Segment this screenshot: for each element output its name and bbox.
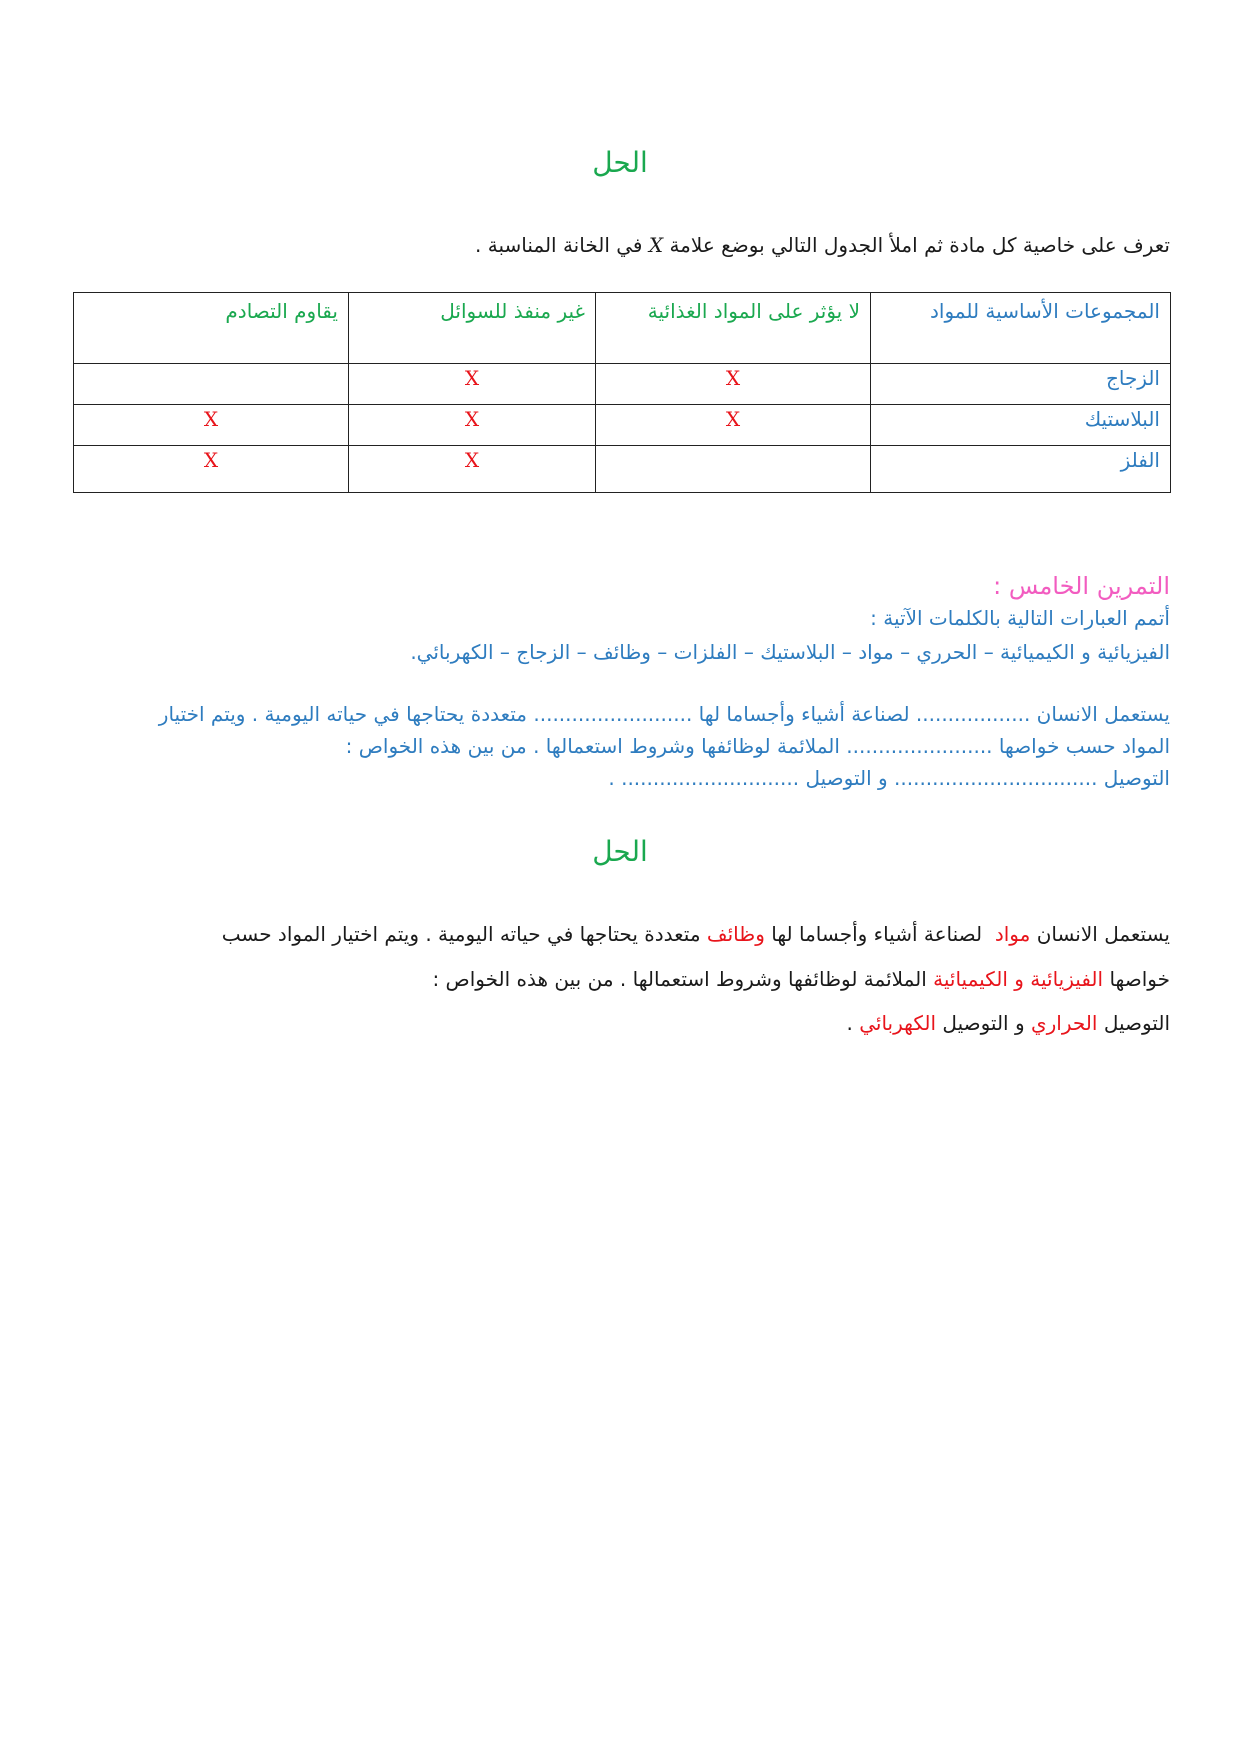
solution-line-2	[432, 967, 1170, 991]
mark-cell	[74, 364, 349, 405]
instruction-text-after: في الخانة المناسبة .	[475, 233, 643, 257]
mark-cell: X	[349, 405, 596, 446]
mark-cell	[596, 446, 871, 493]
exercise-5-prompt: أتمم العبارات التالية بالكلمات الآتية :	[870, 606, 1170, 630]
solution-text: التوصيل	[1103, 1011, 1170, 1035]
header-impermeable: غير منفذ للسوائل	[349, 293, 596, 364]
mark-cell: X	[74, 446, 349, 493]
answer-materials: مواد	[994, 922, 1031, 946]
solution-text: متعددة يحتاجها في حياته اليومية . ويتم اختيار المواد حسب	[221, 922, 701, 946]
header-impact-resistant: يقاوم التصادم	[74, 293, 349, 364]
exercise-5-line-3: التوصيل ................................ و التوصيل ............................ .	[608, 766, 1170, 790]
row-material-glass: الزجاج	[871, 364, 1171, 405]
mark-cell: X	[74, 405, 349, 446]
exercise-5-line-1: يستعمل الانسان .................. لصناعة أشياء وأجساما لها ......................... متعددة يحتاجها في حياته اليومية . ويتم اختيار	[158, 702, 1170, 726]
table-instruction	[475, 233, 1170, 257]
solution-text: و التوصيل	[942, 1011, 1025, 1035]
header-food-safe: لا يؤثر على المواد الغذائية	[596, 293, 871, 364]
answer-thermal: الحراري	[1030, 1011, 1098, 1035]
answer-physical-chemical: الفيزيائية و الكيميائية	[933, 967, 1104, 991]
answer-electrical: الكهربائي	[859, 1011, 937, 1035]
solution-text: الملائمة لوظائفها وشروط استعمالها . من بين هذه الخواص :	[432, 967, 927, 991]
mark-cell: X	[349, 446, 596, 493]
answer-functions: وظائف	[706, 922, 765, 946]
header-material-groups: المجموعات الأساسية للمواد	[871, 293, 1171, 364]
row-material-metal: الفلز	[871, 446, 1171, 493]
table-header-row	[74, 293, 1171, 364]
solution-text: .	[846, 1011, 853, 1035]
exercise-5-title: التمرين الخامس :	[993, 572, 1170, 600]
solution-text: يستعمل الانسان	[1036, 922, 1170, 946]
exercise-5-line-2: المواد حسب خواصها ....................... الملائمة لوظائفها وشروط استعمالها . من بين هذه الخواص :	[345, 734, 1170, 758]
exercise-5-word-bank: الفيزيائية و الكيميائية – الحرري – مواد – البلاستيك – الفلزات – وظائف – الزجاج – الكهربائي.	[410, 640, 1170, 664]
materials-properties-table	[73, 292, 1171, 493]
table-row	[74, 405, 1171, 446]
mark-cell: X	[349, 364, 596, 405]
row-material-plastic: البلاستيك	[871, 405, 1171, 446]
table-row	[74, 364, 1171, 405]
solution-line-3	[846, 1011, 1170, 1035]
solution-heading-2: الحل	[592, 835, 648, 868]
mark-cell: X	[596, 364, 871, 405]
mark-cell: X	[596, 405, 871, 446]
solution-heading-1: الحل	[592, 146, 648, 179]
instruction-x-symbol: X	[648, 233, 664, 257]
solution-line-1	[222, 922, 1170, 946]
solution-text: خواصها	[1109, 967, 1170, 991]
table-row	[74, 446, 1171, 493]
solution-text: لصناعة أشياء وأجساما لها	[771, 922, 983, 946]
instruction-text-before: تعرف على خاصية كل مادة ثم املأ الجدول التالي بوضع علامة	[669, 233, 1170, 257]
